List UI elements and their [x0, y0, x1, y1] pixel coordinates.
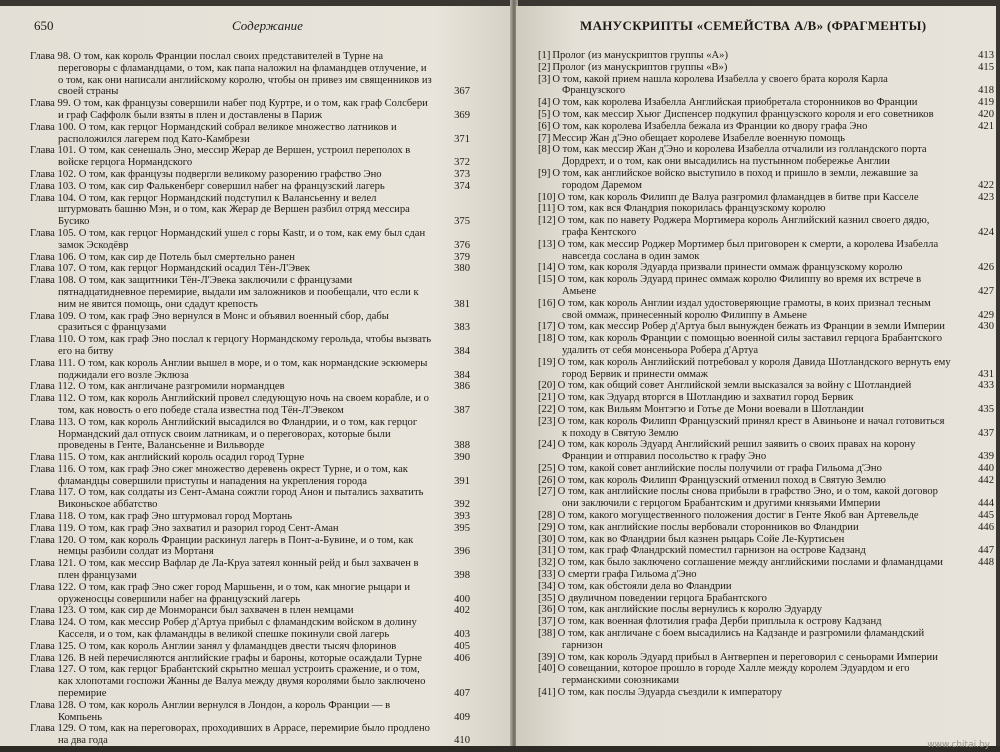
toc-entry — [30, 98, 470, 122]
toc-entry — [538, 262, 994, 274]
running-head-right: МАНУСКРИПТЫ «СЕМЕЙСТВА А/В» (ФРАГМЕНТЫ) — [580, 18, 927, 33]
toc-entry-number: [38] — [538, 628, 556, 640]
toc-entry-number: [31] — [538, 545, 556, 557]
toc-entry-page: 437 — [978, 427, 994, 439]
toc-entry-title: Глава 120. О том, как король Франции раскинул лагерь в Понт-а-Бувине, и о том, как немцы разбили солдат из Мортаня — [30, 534, 414, 558]
toc-entry-title: Глава 124. О том, как мессир Робер д'Артуа прибыл с фламандским войском в долину Касселя, и о том, как фламандцы в великой спешке покинули свой лагерь — [30, 617, 417, 641]
toc-right — [538, 50, 994, 699]
toc-entry-title: Глава 112. О том, как англичане разгромили нормандцев — [30, 381, 285, 393]
toc-entry — [538, 403, 994, 416]
toc-entry-page: 376 — [454, 239, 470, 251]
toc-entry — [538, 239, 990, 263]
toc-entry-page: 402 — [454, 605, 470, 617]
toc-entry — [30, 535, 470, 559]
toc-entry-page: 435 — [978, 403, 994, 415]
toc-entry — [30, 464, 470, 488]
toc-entry-title: О том, как Эдуард вторгся в Шотландию и захватил город Бервик — [557, 392, 854, 404]
toc-entry-number: [30] — [538, 533, 556, 545]
toc-entry-page: 406 — [454, 652, 470, 664]
toc-entry-number: [34] — [538, 580, 556, 592]
toc-entry-title: О том, как было заключено соглашение между английскими послами и фламандцами — [557, 557, 943, 569]
toc-entry-title: Мессир Жан д'Эно обещает королеве Изабелле военную помощь — [552, 132, 845, 144]
toc-entry-number: [20] — [538, 380, 556, 392]
toc-entry-number: [13] — [538, 238, 556, 250]
toc-entry — [30, 393, 470, 417]
toc-entry-number: [26] — [538, 474, 556, 486]
toc-entry-title: О том, какой совет английские послы получили от графа Гильома д'Эно — [557, 462, 882, 474]
toc-entry-title: О том, как военная флотилия графа Дерби приплыла к острову Кадзанд — [557, 616, 882, 628]
toc-entry-number: [14] — [538, 262, 556, 274]
right-page — [516, 6, 996, 752]
toc-entry — [30, 169, 470, 181]
toc-entry-title: О том, как по навету Роджера Мортимера король Английский казнил своего дядю, графа Кентского — [557, 215, 930, 238]
toc-entry — [30, 334, 470, 358]
toc-entry-title: Глава 106. О том, как сир де Потель был смертельно ранен — [30, 251, 295, 263]
toc-entry-title: Глава 101. О том, как сенешаль Эно, мессир Жерар де Вершен, устроил переполох в войске герцога Нормандского — [30, 145, 411, 169]
toc-entry-number: [39] — [538, 651, 556, 663]
toc-entry-page: 390 — [454, 452, 470, 464]
toc-entry-title: О том, как короля Эдуарда призвали принести оммаж французскому королю — [557, 262, 903, 274]
toc-entry-number: [27] — [538, 486, 556, 498]
toc-entry — [30, 122, 470, 146]
toc-entry-page: 440 — [978, 462, 994, 474]
toc-entry-page: 407 — [454, 688, 470, 700]
toc-entry — [538, 73, 994, 98]
toc-entry-title: О том, как королева Изабелла Английская приобретала сторонников во Франции — [552, 97, 918, 109]
toc-entry — [538, 356, 994, 381]
toc-entry — [30, 228, 470, 252]
toc-entry — [30, 641, 470, 653]
toc-entry-title: О том, как король Филипп де Валуа разгромил фламандцев в битве при Касселе — [557, 191, 919, 203]
toc-entry-page: 367 — [454, 86, 470, 98]
toc-entry-number: [37] — [538, 616, 556, 628]
toc-entry-title: О том, как английские послы вербовали сторонников во Фландрии — [557, 521, 859, 533]
toc-entry — [538, 120, 994, 133]
toc-entry-page: 415 — [978, 61, 994, 73]
toc-entry-number: [29] — [538, 521, 556, 533]
toc-entry — [538, 133, 990, 145]
toc-entry-page: 421 — [978, 120, 994, 132]
toc-entry-number: [17] — [538, 321, 556, 333]
toc-entry — [30, 252, 470, 264]
toc-entry — [538, 521, 994, 534]
toc-entry-page: 418 — [978, 85, 994, 97]
toc-entry — [538, 144, 990, 168]
toc-entry-page: 371 — [454, 133, 470, 145]
toc-entry — [30, 511, 470, 523]
toc-entry-page: 405 — [454, 640, 470, 652]
toc-entry — [30, 275, 470, 310]
toc-entry-page: 410 — [454, 735, 470, 747]
watermark: www.chitai.by — [927, 740, 990, 750]
toc-entry-page: 431 — [978, 368, 994, 380]
toc-entry-page: 429 — [978, 309, 994, 321]
toc-entry — [538, 215, 994, 239]
toc-entry — [538, 274, 994, 298]
toc-entry-title: О том, как вся Фландрия покорилась французскому королю — [557, 203, 826, 215]
toc-entry-number: [7] — [538, 132, 551, 144]
toc-entry — [30, 487, 470, 511]
toc-entry — [538, 333, 990, 357]
toc-entry-page: 442 — [978, 474, 994, 486]
toc-entry — [538, 545, 994, 557]
running-head-left: Содержание — [232, 18, 303, 33]
toc-entry — [538, 439, 994, 463]
toc-entry — [538, 50, 994, 62]
toc-entry-title: Глава 105. О том, как герцог Нормандский ушел с горы Каstr, и о том, как ему был сдан замок Эскодёвр — [30, 227, 426, 251]
page-number: 650 — [34, 18, 54, 33]
toc-entry-page: 383 — [454, 322, 470, 334]
toc-entry-title: Глава 109. О том, как граф Эно вернулся в Монс и объявил военный сбор, дабы сразиться с французами — [30, 310, 389, 334]
toc-entry — [538, 581, 990, 593]
toc-entry-title: Глава 99. О том, как французы совершили набег под Куртре, и о том, как граф Солсбери и граф Саффолк были взяты в плен и доставлены в Париж — [30, 98, 428, 121]
toc-entry-page: 393 — [454, 511, 470, 523]
toc-entry-number: [41] — [538, 687, 556, 699]
toc-entry-title: О том, как король Английский потребовал у короля Давида Шотландского вернуть ему город Бервик и принести оммаж — [557, 356, 951, 380]
toc-entry-number: [32] — [538, 557, 556, 569]
toc-entry-title: Глава 115. О том, как английский король осадил город Турне — [30, 452, 305, 464]
toc-entry-title: Глава 112. О том, как король Английский провел следующую ночь на своем корабле, и о том, как новость о его победе стала известна под Тён-Л'Эвеком — [30, 393, 429, 416]
toc-entry-page: 387 — [454, 404, 470, 416]
toc-entry — [538, 616, 990, 628]
toc-entry — [30, 617, 470, 641]
toc-entry-title: О том, как королева Изабелла бежала из Франции ко двору графа Эно — [552, 120, 868, 132]
toc-entry — [30, 558, 470, 582]
toc-entry — [538, 486, 994, 510]
toc-entry — [538, 321, 994, 333]
toc-entry-page: 373 — [454, 168, 470, 180]
toc-entry — [538, 534, 990, 546]
toc-entry-title: О том, как англичане с боем высадились на Кадзанде и разгромили фламандский гарнизон — [557, 628, 925, 651]
toc-entry — [30, 51, 470, 98]
toc-entry-title: О том, как мессир Хьюг Диспенсер подкупил французского короля и его советников — [552, 108, 934, 120]
toc-entry — [538, 663, 990, 687]
toc-entry-title: О том, как мессир Роджер Мортимер был приговорен к смерти, а королева Изабелла навсегда сослана в один замок — [557, 238, 939, 262]
toc-entry-number: [35] — [538, 592, 556, 604]
toc-entry — [30, 664, 470, 699]
toc-entry-number: [3] — [538, 73, 551, 85]
toc-entry-page: 426 — [978, 262, 994, 274]
toc-entry-page: 395 — [454, 522, 470, 534]
toc-entry — [30, 700, 470, 724]
toc-entry-page: 444 — [978, 498, 994, 510]
toc-entry — [538, 510, 994, 522]
toc-entry — [30, 653, 470, 665]
toc-entry-title: О том, как король Эдуард принес оммаж королю Филиппу во время их встрече в Амьене — [557, 274, 922, 297]
toc-entry-number: [10] — [538, 191, 556, 203]
toc-entry-title: Пролог (из манускриптов группы «В») — [552, 61, 728, 73]
toc-entry-page: 445 — [978, 510, 994, 522]
toc-entry-title: О том, как мессир Робер д'Артуа был вынужден бежать из Франции в земли Империи — [557, 321, 945, 333]
toc-entry-page: 413 — [978, 50, 994, 61]
toc-entry-title: О том, как король Филипп Французский принял крест в Авиньоне и начал готовиться к походу в Святую Землю — [557, 415, 945, 439]
toc-entry — [538, 593, 990, 605]
toc-entry-number: [33] — [538, 569, 556, 581]
toc-entry-title: Глава 119. О том, как граф Эно захватил и разорил город Сент-Аман — [30, 522, 339, 534]
toc-entry — [30, 145, 470, 169]
toc-entry — [538, 415, 994, 440]
toc-entry-title: Пролог (из манускриптов группы «А») — [552, 50, 728, 61]
toc-entry — [30, 523, 470, 535]
toc-entry-page: 422 — [978, 179, 994, 191]
toc-entry-page: 379 — [454, 251, 470, 263]
toc-entry-page: 386 — [454, 381, 470, 393]
toc-entry-title: Глава 110. О том, как граф Эно послал к герцогу Нормандскому герольда, чтобы вызвать его на битву — [30, 334, 432, 357]
toc-entry — [538, 462, 994, 475]
toc-entry-number: [6] — [538, 120, 551, 132]
toc-entry-page: 384 — [454, 369, 470, 381]
toc-entry-number: [11] — [538, 203, 556, 215]
toc-entry-number: [21] — [538, 392, 556, 404]
toc-left — [30, 51, 470, 747]
toc-entry-page: 392 — [454, 499, 470, 511]
toc-entry — [30, 263, 470, 275]
toc-entry-page: 439 — [978, 451, 994, 463]
toc-entry-title: Глава 102. О том, как французы подвергли великому разорению графство Эно — [30, 168, 382, 180]
toc-entry — [538, 474, 994, 487]
toc-entry-number: [40] — [538, 663, 556, 675]
toc-entry-number: [23] — [538, 415, 556, 427]
toc-entry-title: О том, как общий совет Английской земли высказался за войну с Шотландией — [557, 380, 912, 392]
toc-entry — [30, 452, 470, 464]
toc-entry-page: 420 — [978, 108, 994, 120]
toc-entry-title: О смерти графа Гильома д'Эно — [557, 569, 697, 581]
toc-entry-title: О том, какой прием нашла королева Изабелла у своего брата короля Карла Французского — [552, 73, 888, 97]
toc-entry — [30, 193, 470, 228]
toc-entry-title: О том, как король Англии издал удостоверяющие грамоты, в коих признал тесным свой оммаж, принесенный королю Филиппу в Амьене — [557, 297, 931, 321]
toc-entry-title: О том, как обстояли дела во Фландрии — [557, 580, 732, 592]
toc-entry-title: О том, как английское войско выступило в поход и пришло в земли, лежавшие за городом Даремом — [552, 167, 919, 191]
toc-entry-number: [36] — [538, 604, 556, 616]
toc-entry-title: О том, как послы Эдуарда съездили к императору — [557, 687, 783, 699]
table-edge — [0, 746, 1000, 752]
toc-entry-number: [1] — [538, 50, 551, 61]
toc-entry — [538, 557, 994, 569]
toc-entry-page: 447 — [978, 545, 994, 557]
toc-entry-number: [18] — [538, 333, 556, 345]
toc-entry — [538, 167, 994, 192]
toc-entry-page: 388 — [454, 440, 470, 452]
toc-entry-page: 419 — [978, 97, 994, 109]
toc-entry-number: [25] — [538, 462, 556, 474]
toc-entry-page: 433 — [978, 380, 994, 392]
toc-entry-number: [9] — [538, 167, 551, 179]
toc-entry-title: Глава 104. О том, как герцог Нормандский подступил к Валансьенну и велел штурмовать башню Мэн, и о том, как Жерар де Вершен разбил отряд мессира Бусико — [30, 192, 410, 228]
toc-entry-title: О том, как во Фландрии был казнен рыцарь Сойе Ле-Куртисьен — [557, 533, 845, 545]
toc-entry-title: Глава 107. О том, как герцог Нормандский осадил Тён-Л'Эвек — [30, 263, 310, 275]
toc-entry-title: Глава 125. О том, как король Англии занял у фламандцев двести тысяч флоринов — [30, 640, 397, 652]
toc-entry-number: [8] — [538, 144, 551, 156]
toc-entry-number: [22] — [538, 403, 556, 415]
toc-entry — [538, 380, 994, 392]
toc-entry-title: О совещании, которое прошло в городе Халле между королем Эдуардом и его германскими союзниками — [557, 663, 910, 687]
toc-entry-page: 381 — [454, 298, 470, 310]
toc-entry-number: [4] — [538, 97, 551, 109]
toc-entry — [30, 582, 470, 606]
toc-entry-page: 403 — [454, 629, 470, 641]
toc-entry-title: О том, как король Франции с помощью военной силы заставил герцога Брабантского удалить от себя монсеньора Робера д'Артуа — [557, 333, 943, 356]
toc-entry-page: 427 — [978, 285, 994, 297]
toc-entry-title: О том, как Вильям Монтэгю и Готье де Мони воевали в Шотландии — [557, 403, 864, 415]
toc-entry — [538, 604, 990, 616]
toc-entry — [30, 605, 470, 617]
toc-entry-title: Глава 122. О том, как граф Эно сжег город Маршьенн, и о том, как многие рыцари и оруженосцы совершили набег на французский лагерь — [30, 581, 411, 605]
toc-entry — [538, 108, 994, 121]
toc-entry-title: О том, как король Эдуард прибыл в Антверпен и переговорил с сеньорами Империи — [557, 651, 938, 663]
toc-entry-title: Глава 117. О том, как солдаты из Сент-Амана сожгли город Анон и пытались захватить Виконьское аббатство — [30, 487, 424, 511]
toc-entry-title: О том, как английские послы снова прибыли в графство Эно, и о том, какой договор они заключили с герцогом Брабантским и другими князьями Империи — [557, 486, 938, 510]
toc-entry-title: Глава 103. О том, как сир Фалькенберг совершил набег на французский лагерь — [30, 180, 385, 192]
toc-entry-title: О том, какого могущественного положения достиг в Генте Якоб ван Артевельде — [557, 510, 919, 522]
toc-entry-title: Глава 127. О том, как герцог Брабантский скрытно мешал устроить сражение, и о том, как хлопотами госпожи Жанны де Валуа между двумя королями было заключено перемирие — [30, 664, 426, 700]
toc-entry — [538, 97, 994, 109]
toc-entry-title: Глава 98. О том, как король Франции послал своих представителей в Турне на переговоры с фламандцами, о том, как папа наложил на фламандцев отлучение, и о том, как они написали английскому королю, чтобы он привез им священников из своей страны — [30, 51, 432, 98]
toc-entry — [538, 569, 990, 581]
toc-entry-title: Глава 111. О том, как король Англии вышел в море, и о том, как нормандские эскюмеры поджидали его возле Эклюза — [30, 357, 428, 381]
toc-entry-page: 409 — [454, 711, 470, 723]
toc-entry-title: Глава 113. О том, как король Английский высадился во Фландрии, и о том, как герцог Нормандский дал отпуск своим латникам, и о переговорах, которые были проведены в Генте, Валансьенне и Вильворде — [30, 416, 418, 452]
toc-entry-page: 423 — [978, 191, 994, 203]
toc-entry-page: 396 — [454, 546, 470, 558]
toc-entry-page: 372 — [454, 157, 470, 169]
toc-entry-title: Глава 126. В ней перечисляются английские графы и бароны, которые осаждали Турне — [30, 652, 423, 664]
toc-entry — [30, 723, 470, 747]
toc-entry-title: Глава 100. О том, как герцог Нормандский собрал великое множество латников и расположился лагерем под Като-Камбрези — [30, 121, 397, 145]
toc-entry-number: [19] — [538, 356, 556, 368]
toc-entry-page: 446 — [978, 521, 994, 533]
toc-entry — [538, 191, 994, 204]
toc-entry — [538, 392, 990, 404]
toc-entry-title: Глава 128. О том, как король Англии вернулся в Лондон, а король Франции — в Компьень — [30, 699, 391, 723]
toc-entry-title: О том, как мессир Жан д'Эно и королева Изабелла отчалили из голландского порта Дордрехт, и о том, как они высадились на пустынном побережье Англии — [552, 144, 927, 168]
toc-entry-title: Глава 116. О том, как граф Эно сжег множество деревень окрест Турне, и о том, как фламандцы совершили приступы и нападения на укрепления города — [30, 463, 408, 487]
toc-entry — [30, 358, 470, 382]
toc-entry — [538, 61, 994, 74]
toc-entry-page: 380 — [454, 263, 470, 275]
toc-entry — [30, 381, 470, 393]
toc-entry-page: 384 — [454, 345, 470, 357]
toc-entry-page: 398 — [454, 570, 470, 582]
toc-entry-page: 430 — [978, 321, 994, 333]
toc-entry-page: 448 — [978, 557, 994, 569]
toc-entry-title: Глава 108. О том, как защитники Тён-Л'Эвека заключили с французами пятнадцатидневное перемирие, выдали им заложников и пообещали, что если к ним не явится помощь, они сдадут крепость — [30, 275, 419, 310]
toc-entry — [538, 628, 990, 652]
toc-entry-number: [28] — [538, 510, 556, 522]
toc-entry-number: [16] — [538, 297, 556, 309]
toc-entry-title: Глава 129. О том, как на переговорах, проходивших в Аррасе, перемирие было продлено на два года — [30, 723, 430, 747]
toc-entry-title: Глава 123. О том, как сир де Монморанси был захвачен в плен немцами — [30, 605, 354, 617]
toc-entry-title: О том, как граф Фландрский поместил гарнизон на острове Кадзанд — [557, 545, 866, 557]
toc-entry-number: [15] — [538, 274, 556, 286]
toc-entry-number: [5] — [538, 108, 551, 120]
toc-entry-number: [24] — [538, 439, 556, 451]
toc-entry-title: О том, как король Эдуард Английский решил заявить о своих правах на корону Франции и отправил посольство к графу Эно — [557, 439, 916, 463]
toc-entry — [538, 687, 990, 699]
toc-entry-title: Глава 121. О том, как мессир Вафлар де Ла-Круа затеял конный рейд и был захвачен в плен французами — [30, 558, 419, 582]
toc-entry — [538, 203, 990, 215]
toc-entry — [538, 297, 994, 322]
toc-entry-page: 424 — [978, 226, 994, 238]
toc-entry-page: 374 — [454, 180, 470, 192]
toc-entry-title: О том, как английские послы вернулись к королю Эдуарду — [557, 604, 823, 616]
toc-entry — [30, 311, 470, 335]
left-page — [0, 6, 512, 752]
toc-entry-page: 400 — [454, 593, 470, 605]
toc-entry — [30, 417, 470, 452]
toc-entry-title: О том, как король Филипп Французский отменил поход в Святую Землю — [557, 474, 886, 486]
toc-entry-number: [12] — [538, 215, 556, 227]
toc-entry-page: 375 — [454, 216, 470, 228]
toc-entry-number: [2] — [538, 61, 551, 73]
toc-entry — [538, 652, 990, 664]
toc-entry-title: О двуличном поведении герцога Брабантского — [557, 592, 767, 604]
toc-entry-page: 391 — [454, 475, 470, 487]
toc-entry-page: 369 — [454, 109, 470, 121]
toc-entry-title: Глава 118. О том, как граф Эно штурмовал город Мортань — [30, 511, 293, 523]
toc-entry — [30, 181, 470, 193]
